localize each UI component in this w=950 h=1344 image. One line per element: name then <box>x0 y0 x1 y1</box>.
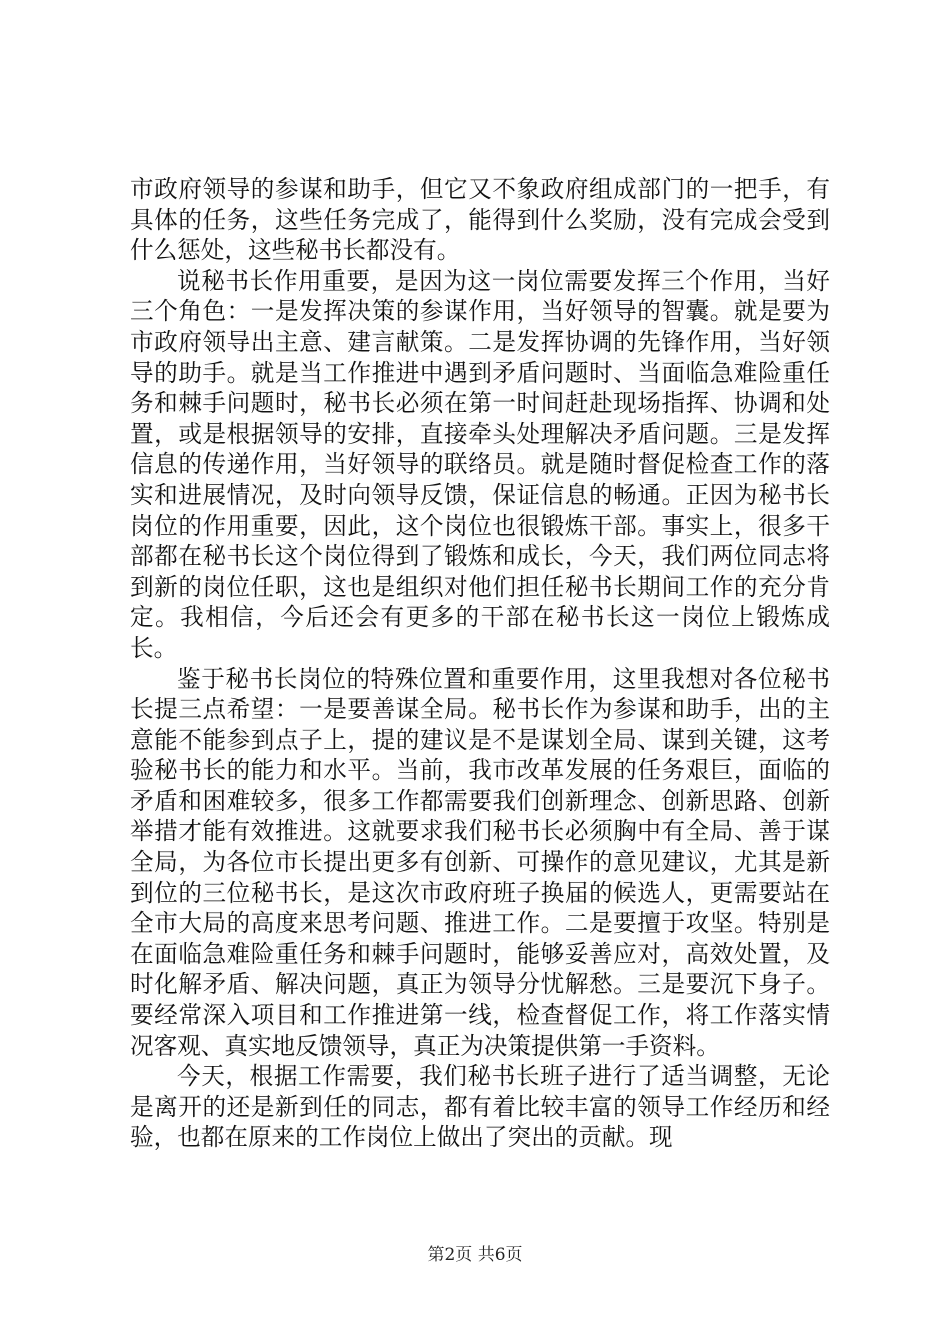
page-number-footer: 第2页 共6页 <box>427 1245 523 1265</box>
body-text <box>130 174 830 1153</box>
paragraph-three-hopes: 鉴于秘书长岗位的特殊位置和重要作用，这里我想对各位秘书长提三点希望：一是要善谋全局。秘书长作为参谋和助手，出的主意能不能参到点子上，提的建议是不是谋划全局、谋到关键，这考验秘书长的能力和水平。当前，我市改革发展的任务艰巨，面临的矛盾和困难较多，很多工作都需要我们创新理念、创新思路、创新举措才能有效推进。这就要求我们秘书长必须胸中有全局、善于谋全局，为各位市长提出更多有创新、可操作的意见建议，尤其是新到位的三位秘书长，是这次市政府班子换届的候选人，更需要站在全市大局的高度来思考问题、推进工作。二是要擅于攻坚。特别是在面临急难险重任务和棘手问题时，能够妥善应对，高效处置，及时化解矛盾、解决问题，真正为领导分忧解愁。三是要沉下身子。要经常深入项目和工作推进第一线，检查督促工作，将工作落实情况客观、真实地反馈领导，真正为决策提供第一手资料。 <box>130 664 830 1060</box>
paragraph-team-adjustment: 今天，根据工作需要，我们秘书长班子进行了适当调整，无论是离开的还是新到任的同志，都有着比较丰富的领导工作经历和经验，也都在原来的工作岗位上做出了突出的贡献。现 <box>130 1062 830 1152</box>
paragraph-secretary-roles: 说秘书长作用重要，是因为这一岗位需要发挥三个作用，当好三个角色：一是发挥决策的参谋作用，当好领导的智囊。就是要为市政府领导出主意、建言献策。二是发挥协调的先锋作用，当好领导的助手。就是当工作推进中遇到矛盾问题时、当面临急难险重任务和棘手问题时，秘书长必须在第一时间赶赴现场指挥、协调和处置，或是根据领导的安排，直接牵头处理解决矛盾问题。三是发挥信息的传递作用，当好领导的联络员。就是随时督促检查工作的落实和进展情况，及时向领导反馈，保证信息的畅通。正因为秘书长岗位的作用重要，因此，这个岗位也很锻炼干部。事实上，很多干部都在秘书长这个岗位得到了锻炼和成长，今天，我们两位同志将到新的岗位任职，这也是组织对他们担任秘书长期间工作的充分肯定。我相信，今后还会有更多的干部在秘书长这一岗位上锻炼成长。 <box>130 266 830 662</box>
paragraph-continued: 市政府领导的参谋和助手，但它又不象政府组成部门的一把手，有具体的任务，这些任务完成了，能得到什么奖励，没有完成会受到什么惩处，这些秘书长都没有。 <box>130 175 830 265</box>
